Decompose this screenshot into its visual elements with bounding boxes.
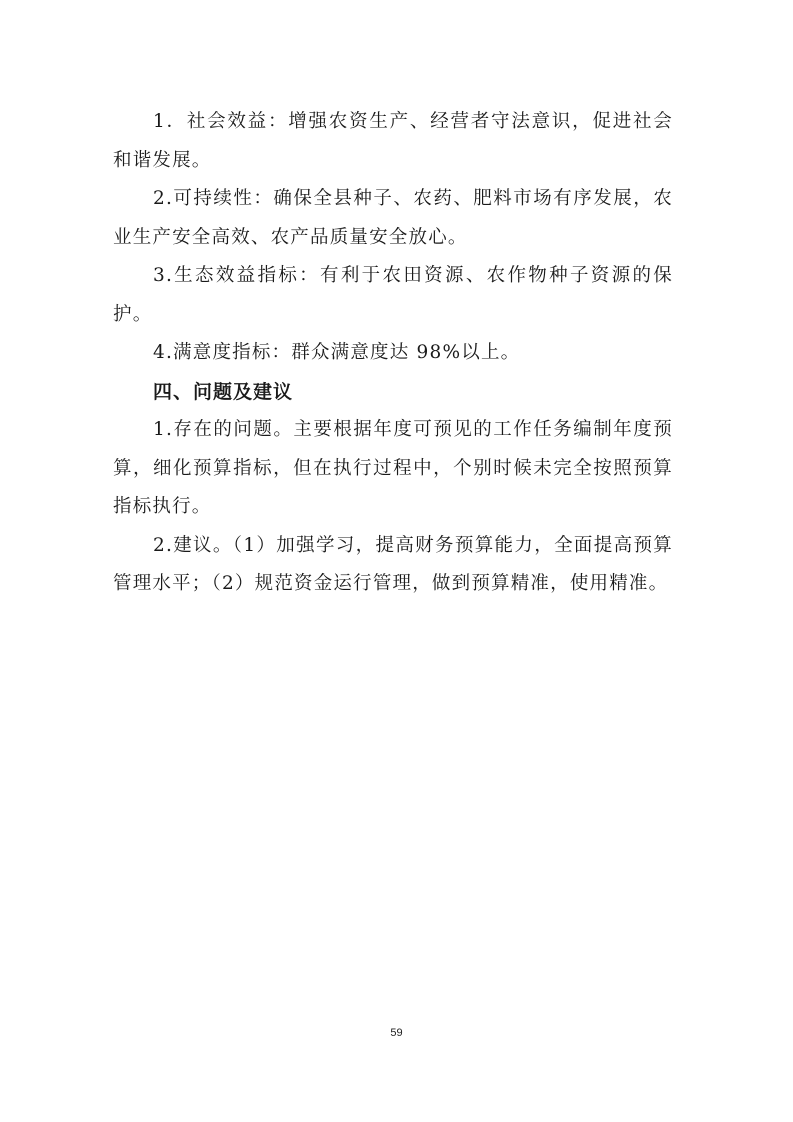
paragraph-existing-problems: 1.存在的问题。主要根据年度可预见的工作任务编制年度预算，细化预算指标，但在执行过程中，个别时候未完全按照预算指标执行。 (113, 419, 673, 517)
section-heading: 四、问题及建议 (153, 380, 294, 403)
paragraph-ecological-benefit: 3.生态效益指标：有利于农田资源、农作物种子资源的保护。 (113, 265, 673, 325)
document-body (113, 103, 673, 604)
paragraph-sustainability: 2.可持续性：确保全县种子、农药、肥料市场有序发展，农业生产安全高效、农产品质量安全放心。 (113, 188, 673, 248)
paragraph-suggestions: 2.建议。（1）加强学习，提高财务预算能力，全面提高预算管理水平；（2）规范资金运行管理，做到预算精准，使用精准。 (113, 534, 673, 594)
page-number: 59 (390, 1027, 403, 1039)
paragraph-social-benefit: 1．社会效益：增强农资生产、经营者守法意识，促进社会和谐发展。 (113, 111, 673, 171)
paragraph-satisfaction: 4.满意度指标：群众满意度达 98%以上。 (153, 342, 521, 363)
